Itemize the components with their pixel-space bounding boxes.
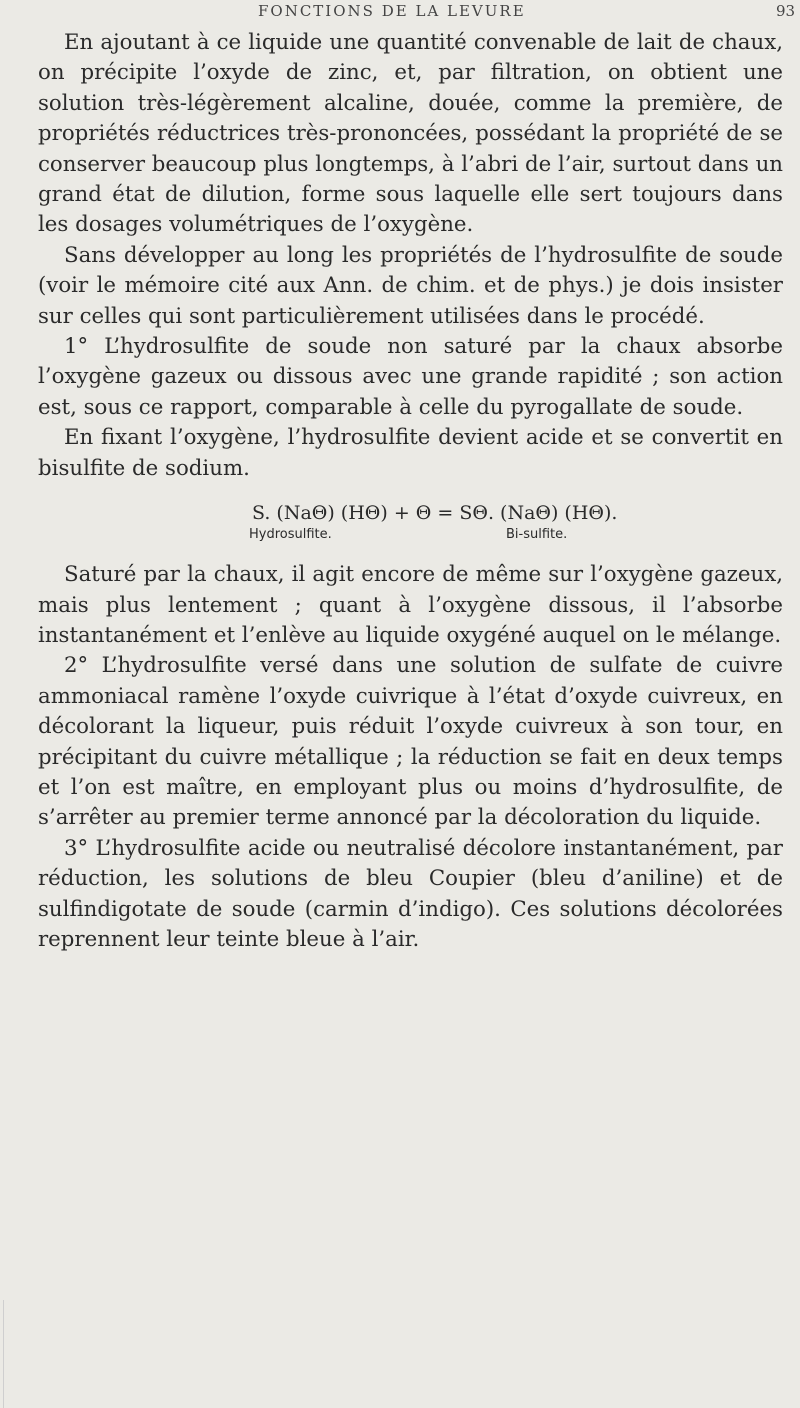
chemical-equation: S. (NaΘ) (HΘ) + Θ = SΘ. (NaΘ) (HΘ).	[252, 502, 618, 525]
equation-label-hydrosulfite: Hydrosulfite.	[249, 527, 332, 543]
running-head: FONCTIONS DE LA LEVURE	[258, 2, 526, 20]
paragraph: 1° L’hydrosulfite de soude non saturé par la chaux absorbe l’oxygène gazeux ou dissous avec une grande rapidité ; son action est, sous ce rapport, comparable à celle du pyrogallate de soude.	[38, 334, 783, 420]
body-text	[38, 28, 783, 955]
equation-label-bisulfite: Bi-sulfite.	[506, 527, 568, 543]
page-edge-line	[3, 1300, 4, 1408]
equation-labels	[38, 526, 783, 546]
paragraph: En ajoutant à ce liquide une quantité convenable de lait de chaux, on précipite l’oxyde de zinc, et, par filtration, on obtient une solution très-légèrement alcaline, douée, comme la première, de propriétés réductrices très-prononcées, possédant la propriété de se conserver beaucoup plus longtemps, à l’abri de l’air, surtout dans un grand état de dilution, forme sous laquelle elle sert toujours dans les dosages volumétriques de l’oxygène.	[38, 30, 783, 238]
paragraph: Saturé par la chaux, il agit encore de même sur l’oxygène gazeux, mais plus lentement ; quant à l’oxygène dissous, il l’absorbe instantanément et l’enlève au liquide oxygéné auquel on le mélange.	[38, 562, 783, 648]
paragraph: 3° L’hydrosulfite acide ou neutralisé décolore instantanément, par réduction, les solutions de bleu Coupier (bleu d’aniline) et de sulfindigotate de soude (carmin d’indigo). Ces solutions décolorées reprennent leur teinte bleue à l’air.	[38, 835, 783, 952]
page-number: 93	[776, 2, 796, 20]
paragraph: En fixant l’oxygène, l’hydrosulfite devient acide et se convertit en bisulfite de sodium.	[38, 425, 783, 481]
paragraph: 2° L’hydrosulfite versé dans une solution de sulfate de cuivre ammoniacal ramène l’oxyde cuivrique à l’état d’oxyde cuivreux, en décolorant la liqueur, puis réduit l’oxyde cuivreux à son tour, en précipitant du cuivre métallique ; la réduction se fait en deux temps et l’on est maître, en employant plus ou moins d’hydrosulfite, de s’arrêter au premier terme annoncé par la décoloration du liquide.	[38, 653, 783, 831]
paragraph: Sans développer au long les propriétés de l’hydrosulfite de soude (voir le mémoire cité aux Ann. de chim. et de phys.) je dois insister sur celles qui sont particulièrement utilisées dans le procédé.	[38, 242, 783, 329]
